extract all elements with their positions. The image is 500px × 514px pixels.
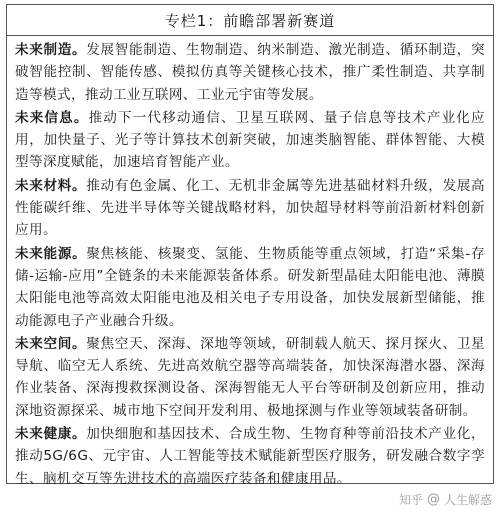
watermark-author: 人生解惑 — [443, 493, 492, 507]
section-materials — [15, 175, 485, 242]
section-space — [15, 333, 485, 422]
section-manufacturing — [15, 39, 485, 106]
watermark — [399, 491, 492, 508]
section-lead: 未来空间。 — [15, 335, 87, 352]
section-lead: 未来信息。 — [15, 109, 89, 126]
box-title: 专栏1：前瞻部署新赛道 — [7, 5, 493, 36]
watermark-site: 知乎 — [398, 493, 423, 507]
section-lead: 未来健康。 — [15, 426, 87, 443]
section-health — [15, 423, 485, 490]
section-text: 推动有色金属、化工、无机非金属等先进基础材料升级，发展高性能碳纤维、先进半导体等关键战略材料，加快超导材料等前沿新材料创新应用。 — [15, 177, 486, 239]
section-text: 加快细胞和基因技术、合成生物、生物育种等前沿技术产业化，推动5G/6G、元宇宙、人工智能等技术赋能新型医疗服务，研发融合数字孪生、脑机交互等先进技术的高端医疗装备和健康用品。 — [15, 426, 486, 487]
section-lead: 未来能源。 — [15, 245, 87, 262]
section-text: 聚焦核能、核聚变、氢能、生物质能等重点领域，打造“采集-存储-运输-应用”全链条的未来能源装备体系。研发新型晶硅太阳能电池、薄膜太阳能电池等高效太阳能电池及相关电子专用设备，加快发展新型储能，推动能源电子产业融合升级。 — [15, 245, 486, 329]
section-lead: 未来制造。 — [15, 42, 87, 58]
at-icon: @ — [426, 492, 440, 507]
column-box — [6, 4, 494, 487]
section-text: 推动下一代移动通信、卫星互联网、量子信息等技术产业化应用，加快量子、光子等计算技术创新突破，加速类脑智能、群体智能、大模型等深度赋能，加速培育智能产业。 — [15, 109, 486, 171]
section-text: 发展智能制造、生物制造、纳米制造、激光制造、循环制造，突破智能控制、智能传感、模拟仿真等关键核心技术，推广柔性制造、共享制造等模式，推动工业互联网、工业元宇宙等发展。 — [15, 42, 486, 103]
section-information — [15, 107, 485, 174]
section-energy — [15, 243, 485, 332]
section-text: 聚焦空天、深海、深地等领域，研制载人航天、探月探火、卫星导航、临空无人系统、先进高效航空器等高端装备，加快深海潜水器、深海作业装备、深海搜救探测设备、深海智能无人平台等研制及创新应用，推动深地资源探采、城市地下空间开发利用、极地探测与作业等领域装备研制。 — [15, 335, 486, 419]
section-lead: 未来材料。 — [15, 177, 87, 194]
box-body — [7, 36, 493, 490]
